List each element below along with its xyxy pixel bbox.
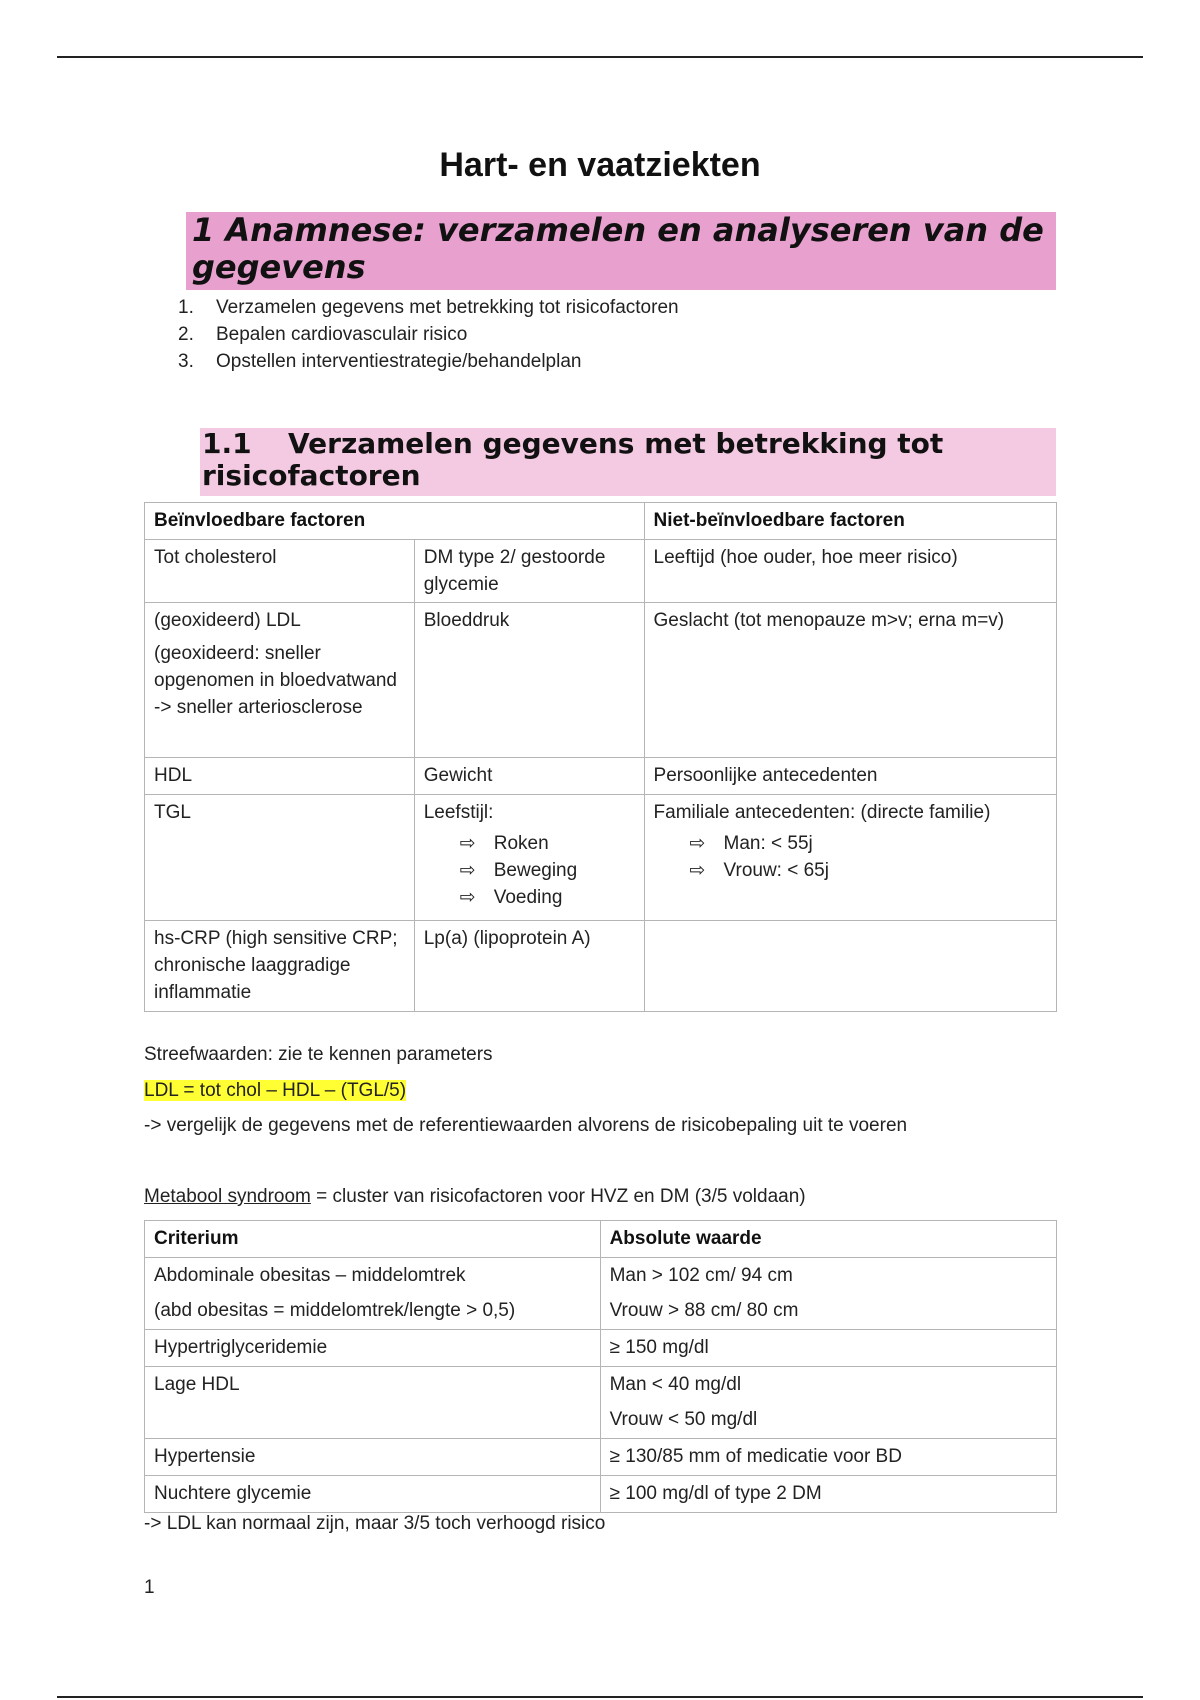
table-cell: Gewicht xyxy=(414,758,644,795)
table-header-row xyxy=(145,1221,1057,1258)
table-cell: Leefstijl: ⇨ Roken ⇨ Beweging ⇨ Voeding xyxy=(414,795,644,921)
arrow-icon: ⇨ xyxy=(459,833,476,854)
arrow-icon: ⇨ xyxy=(689,860,706,881)
table-cell: ≥ 100 mg/dl of type 2 DM xyxy=(600,1476,1056,1513)
table-cell: Lage HDL xyxy=(145,1367,601,1439)
steps-list xyxy=(178,294,679,375)
list-item: ⇨ Roken xyxy=(424,830,635,857)
ldl-risk-note: -> LDL kan normaal zijn, maar 3/5 toch verhoogd risico xyxy=(144,1513,606,1534)
table-row xyxy=(145,540,1057,603)
document-title: Hart- en vaatziekten xyxy=(439,146,761,184)
page-number: 1 xyxy=(144,1577,155,1598)
table-row xyxy=(145,1367,1057,1439)
table-cell: Persoonlijke antecedenten xyxy=(644,758,1056,795)
metabolic-syndrome-definition: Metabool syndroom = cluster van risicofactoren voor HVZ en DM (3/5 voldaan) xyxy=(144,1186,806,1207)
list-item: ⇨ Voeding xyxy=(424,884,635,911)
table-cell: Man < 40 mg/dl Vrouw < 50 mg/dl xyxy=(600,1367,1056,1439)
list-item: ⇨ Vrouw: < 65j xyxy=(654,857,1047,884)
table-cell: ≥ 150 mg/dl xyxy=(600,1330,1056,1367)
header-non-modifiable: Niet-beïnvloedbare factoren xyxy=(644,503,1056,540)
compare-note: -> vergelijk de gegevens met de referentiewaarden alvorens de risicobepaling uit te voeren xyxy=(144,1115,908,1136)
table-row xyxy=(145,1258,1057,1330)
table-cell: ≥ 130/85 mm of medicatie voor BD xyxy=(600,1439,1056,1476)
table-row xyxy=(145,603,1057,758)
metabolic-syndrome-table xyxy=(144,1220,1057,1513)
table-row xyxy=(145,1330,1057,1367)
table-cell: hs-CRP (high sensitive CRP; chronische laaggradige inflammatie xyxy=(145,921,415,1012)
arrow-icon: ⇨ xyxy=(689,833,706,854)
table-row xyxy=(145,1476,1057,1513)
table-cell xyxy=(644,921,1056,1012)
section-number: 1.1 xyxy=(202,427,252,460)
ldl-formula: LDL = tot chol – HDL – (TGL/5) xyxy=(144,1080,407,1101)
table-row xyxy=(145,921,1057,1012)
header-value: Absolute waarde xyxy=(600,1221,1056,1258)
header-modifiable: Beïnvloedbare factoren xyxy=(145,503,645,540)
arrow-icon: ⇨ xyxy=(459,887,476,908)
list-item: ⇨ Beweging xyxy=(424,857,635,884)
table-cell: Hypertriglyceridemie xyxy=(145,1330,601,1367)
section-1-1-heading xyxy=(200,428,1056,496)
table-row xyxy=(145,1439,1057,1476)
table-header-row xyxy=(145,503,1057,540)
header-rule xyxy=(57,56,1143,58)
section-title: Verzamelen gegevens met betrekking tot risicofactoren xyxy=(202,427,944,492)
table-row xyxy=(145,795,1057,921)
ldl-note: (geoxideerd: sneller opgenomen in bloedvatwand -> sneller arteriosclerose xyxy=(154,643,397,718)
risk-factor-table xyxy=(144,502,1057,1012)
header-criterion: Criterium xyxy=(145,1221,601,1258)
table-cell: (geoxideerd) LDL (geoxideerd: sneller opgenomen in bloedvatwand -> sneller arteriosclerose xyxy=(145,603,415,758)
table-cell: Leeftijd (hoe ouder, hoe meer risico) xyxy=(644,540,1056,603)
metabolic-term: Metabool syndroom xyxy=(144,1186,311,1207)
list-item: 1. Verzamelen gegevens met betrekking tot risicofactoren xyxy=(178,297,679,318)
table-cell: TGL xyxy=(145,795,415,921)
arrow-icon: ⇨ xyxy=(459,860,476,881)
table-cell: Tot cholesterol xyxy=(145,540,415,603)
list-item: 2. Bepalen cardiovasculair risico xyxy=(178,324,468,345)
lifestyle-list xyxy=(424,830,635,911)
section-1-heading: 1 Anamnese: verzamelen en analyseren van de gegevens xyxy=(186,212,1056,290)
list-item: ⇨ Man: < 55j xyxy=(654,830,1047,857)
table-cell: Lp(a) (lipoprotein A) xyxy=(414,921,644,1012)
target-values-text: Streefwaarden: zie te kennen parameters xyxy=(144,1044,493,1065)
table-cell: Man > 102 cm/ 94 cm Vrouw > 88 cm/ 80 cm xyxy=(600,1258,1056,1330)
table-cell: Bloeddruk xyxy=(414,603,644,758)
family-history-list xyxy=(654,830,1047,884)
table-cell: Abdominale obesitas – middelomtrek (abd obesitas = middelomtrek/lengte > 0,5) xyxy=(145,1258,601,1330)
table-cell: HDL xyxy=(145,758,415,795)
table-cell: Nuchtere glycemie xyxy=(145,1476,601,1513)
table-cell: Familiale antecedenten: (directe familie) ⇨ Man: < 55j ⇨ Vrouw: < 65j xyxy=(644,795,1056,921)
table-cell: Hypertensie xyxy=(145,1439,601,1476)
footer-rule xyxy=(57,1696,1143,1698)
list-item: 3. Opstellen interventiestrategie/behandelplan xyxy=(178,351,582,372)
table-cell: DM type 2/ gestoorde glycemie xyxy=(414,540,644,603)
table-cell: Geslacht (tot menopauze m>v; erna m=v) xyxy=(644,603,1056,758)
table-row xyxy=(145,758,1057,795)
